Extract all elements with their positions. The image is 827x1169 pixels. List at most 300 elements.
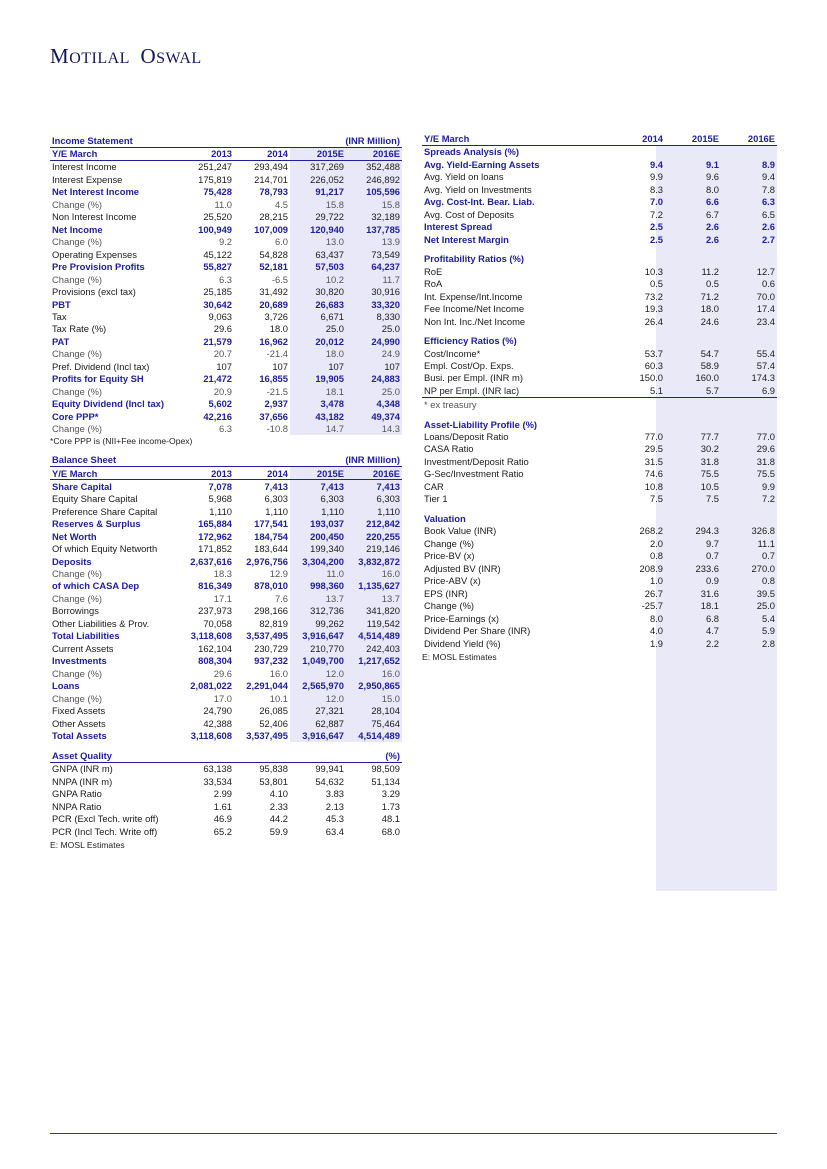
row-label: RoA [424,278,443,290]
table-row [422,372,777,384]
row-value: 251,247 [198,161,232,173]
row-value: 2.6 [761,221,775,233]
row-value: 25.0 [756,600,775,612]
row-label: CAR [424,480,444,492]
row-value: 160.0 [695,372,719,384]
row-value: 4.7 [705,625,719,637]
row-value: 14.3 [346,423,402,435]
section-title-row [422,513,777,525]
row-value: -21.4 [266,348,288,360]
row-value: 6,303 [264,493,288,505]
row-value: 100,949 [198,223,232,235]
row-label: Core PPP* [52,410,99,422]
row-value: 7.6 [274,592,288,604]
table-row [422,347,777,359]
row-value: 120,940 [290,223,346,235]
row-value: -21.5 [266,385,288,397]
table-row [50,813,402,825]
table-row [50,618,402,630]
row-value: 2.13 [325,800,344,812]
row-value: 1.0 [649,575,663,587]
row-value: 30.2 [700,443,719,455]
row-value: 25,185 [203,286,232,298]
section-title: Valuation [424,512,466,524]
row-value: 7.2 [761,493,775,505]
balance-sheet-table [50,452,402,742]
column-header-row [422,133,777,146]
section-footnote: * ex treasury [422,398,777,412]
row-label: RoE [424,265,443,277]
row-label: Interest Expense [52,173,123,185]
row-value: 11.2 [701,265,719,277]
row-label: Share Capital [52,480,112,492]
row-value: 165,884 [198,518,232,530]
row-label: Of which Equity Networth [52,543,158,555]
row-value: 7.0 [649,196,663,208]
row-value: 46.9 [213,813,232,825]
row-value: 4,514,489 [346,730,402,742]
column-header-row [50,467,402,480]
section-title-row [50,133,402,147]
table-row [50,788,402,800]
table-row [50,398,402,410]
row-value: 20,012 [290,336,346,348]
row-value: 2.33 [269,800,288,812]
row-label: G-Sec/Investment Ratio [424,468,524,480]
table-row [50,348,402,360]
row-value: 208.9 [639,562,663,574]
row-value: 51,134 [371,775,400,787]
row-value: 7.5 [649,493,663,505]
row-value: 55.4 [756,347,775,359]
row-label: Borrowings [52,605,99,617]
row-value: 8.0 [649,612,663,624]
row-value: 53,801 [259,775,288,787]
header-year: 2013 [178,467,234,480]
row-value: 312,736 [290,605,346,617]
row-value: 5.4 [761,612,775,624]
row-label: Operating Expenses [52,248,137,260]
row-value: 4,514,489 [346,630,402,642]
row-value: 6.9 [761,384,775,396]
row-label: Current Assets [52,642,114,654]
section-title: Asset Quality [50,748,178,762]
row-value: 98,509 [371,763,400,775]
row-value: 52,406 [259,717,288,729]
row-value: 15.8 [346,198,402,210]
row-label: Avg. Yield-Earning Assets [424,158,540,170]
section-title: Asset-Liability Profile (%) [424,418,538,430]
row-value: 210,770 [290,643,346,655]
row-value: 11.0 [214,198,232,210]
row-value: 12.9 [269,567,288,579]
row-value: 6,303 [346,493,402,505]
row-value: 63,138 [203,763,232,775]
row-value: 5.9 [761,625,775,637]
row-value: 808,304 [198,655,232,667]
table-row [422,637,777,649]
row-value: 9.4 [761,171,775,183]
row-label: Tier 1 [424,493,448,505]
row-value: 816,349 [198,580,232,592]
row-label: Change (%) [52,348,103,360]
row-label: Avg. Cost-Int. Bear. Liab. [424,196,535,208]
row-value: 13.7 [346,593,402,605]
row-value: 11.1 [757,537,775,549]
table-row [50,763,402,776]
row-value: 10.1 [269,692,288,704]
section-title: Efficiency Ratios (%) [424,335,517,347]
row-label: Book Value (INR) [424,525,497,537]
row-value: 242,403 [346,643,402,655]
table-row [50,555,402,567]
table-row [50,423,402,435]
row-value: 6.6 [705,196,719,208]
row-value: 57,503 [290,261,346,273]
row-value: 55,827 [203,261,232,273]
spacer-row [422,246,777,253]
row-value: 137,785 [346,223,402,235]
row-value: 52,181 [259,261,288,273]
row-value: 14.7 [290,423,346,435]
row-value: 16.0 [346,568,402,580]
section-title: Profitability Ratios (%) [424,253,525,265]
table-row [422,481,777,493]
row-value: 24,790 [203,705,232,717]
row-value: 26,085 [259,705,288,717]
row-value: 30,916 [346,286,402,298]
section-unit: (INR Million) [178,452,402,466]
row-value: 7,413 [264,480,288,492]
row-value: 214,701 [254,173,288,185]
table-row [422,360,777,372]
row-value: 3,916,647 [290,730,346,742]
row-value: 42,216 [203,410,232,422]
brand-word-motilal: OTILAL [69,50,130,67]
section-title: Spreads Analysis (%) [424,146,519,158]
row-value: 0.7 [761,550,775,562]
table-row [422,537,777,549]
table-row [422,493,777,505]
row-value: 91,217 [290,186,346,198]
row-value: 2,950,865 [346,680,402,692]
section-title-row [422,335,777,347]
row-value: 32,189 [346,211,402,223]
table-row [50,568,402,580]
row-value: 17.1 [213,592,232,604]
spacer-row [422,411,777,418]
row-value: 15.0 [346,692,402,704]
row-value: 177,541 [254,518,288,530]
row-value: 25.0 [346,385,402,397]
row-value: 15.8 [290,198,346,210]
header-year: 2016E [346,147,402,160]
table-row [50,801,402,813]
row-value: 3,537,495 [246,630,288,642]
row-value: 5.7 [705,384,719,396]
row-value: 107 [216,360,232,372]
row-value: 33,320 [346,298,402,310]
row-value: 0.7 [705,550,719,562]
row-value: 6.3 [218,423,232,435]
row-value: 30,820 [290,286,346,298]
row-label: Avg. Cost of Deposits [424,208,514,220]
table-row [422,278,777,290]
row-value: 1.9 [649,637,663,649]
column-header-row [50,147,402,160]
row-value: 73.2 [644,290,663,302]
section-title-row [422,253,777,265]
row-value: 10.3 [644,265,663,277]
right-estimates-note: E: MOSL Estimates [422,651,497,662]
row-value: 219,146 [346,543,402,555]
row-value: 317,269 [290,161,346,174]
row-label: Price-ABV (x) [424,575,481,587]
row-value: 26.7 [644,587,663,599]
row-value: 31.5 [644,455,663,467]
table-row [422,290,777,302]
row-value: 39.5 [756,587,775,599]
table-row [50,655,402,667]
row-value: 44.2 [269,813,288,825]
row-value: 26.4 [644,315,663,327]
row-value: 6.3 [218,273,232,285]
row-value: 233.6 [695,562,719,574]
table-row [50,298,402,310]
row-label: Other Liabilities & Prov. [52,617,150,629]
row-value: 49,374 [346,410,402,422]
row-value: 27,321 [290,705,346,717]
row-value: 998,360 [290,580,346,592]
table-row [50,161,402,174]
row-label: Empl. Cost/Op. Exps. [424,359,514,371]
table-row [50,518,402,530]
table-row [50,543,402,555]
row-value: 172,962 [198,530,232,542]
row-label: Total Liabilities [52,630,120,642]
table-row [422,612,777,624]
section-title-row [50,748,402,762]
table-row [422,443,777,455]
table-row [50,717,402,729]
row-value: 4.0 [649,625,663,637]
row-value: 12.7 [756,265,775,277]
row-value: 9.7 [705,537,719,549]
row-value: 175,819 [198,173,232,185]
row-value: 31.6 [700,587,719,599]
table-row [422,209,777,221]
header-year: 2015E [665,133,721,146]
section-title: Balance Sheet [50,452,178,466]
table-row [422,525,777,537]
table-row [50,236,402,248]
row-value: 63,437 [290,248,346,260]
row-value: 0.6 [761,278,775,290]
row-value: 4.5 [274,198,288,210]
row-value: 1.73 [381,800,400,812]
table-row [50,336,402,348]
row-value: 77.0 [644,431,663,443]
row-value: 54,632 [315,775,344,787]
row-value: 17.0 [213,692,232,704]
row-value: 7,078 [208,480,232,492]
row-label: Price-BV (x) [424,550,475,562]
row-value: 42,388 [203,717,232,729]
row-label: PAT [52,335,70,347]
row-value: 24,990 [346,336,402,348]
row-label: Other Assets [52,717,106,729]
row-value: 29,722 [290,211,346,223]
row-value: 878,010 [254,580,288,592]
company-logo [50,44,202,69]
row-value: 4.10 [269,788,288,800]
row-value: 82,819 [259,617,288,629]
row-label: Change (%) [52,198,103,210]
row-value: 29.6 [213,667,232,679]
row-value: 2.2 [705,637,719,649]
row-label: Busi. per Empl. (INR m) [424,372,523,384]
income-statement-table [50,133,402,435]
row-value: 75.5 [700,468,719,480]
row-value: 7.2 [649,208,663,220]
row-value: 107 [346,361,402,373]
header-year: 2016E [346,467,402,480]
row-value: 70.0 [756,290,775,302]
row-label: Loans/Deposit Ratio [424,431,509,443]
table-row [422,171,777,183]
row-value: 31.8 [700,455,719,467]
row-value: 9.2 [218,236,232,248]
row-value: 43,182 [290,410,346,422]
row-label: Net Interest Income [52,186,140,198]
row-value: 24,883 [346,373,402,385]
row-label: Fee Income/Net Income [424,303,525,315]
row-value: 199,340 [290,543,346,555]
row-value: 6,671 [290,311,346,323]
row-value: 171,852 [198,543,232,555]
row-value: 2,976,756 [246,555,288,567]
row-value: 10.5 [700,480,719,492]
row-value: 18.0 [700,303,719,315]
row-label: Investments [52,655,107,667]
row-value: 5,602 [208,398,232,410]
table-row [422,265,777,277]
table-row [50,286,402,298]
row-value: 2,081,022 [190,680,232,692]
table-row [422,221,777,233]
row-value: 5.1 [649,384,663,396]
row-value: 0.8 [649,550,663,562]
row-value: 37,656 [259,410,288,422]
row-value: 13.9 [346,236,402,248]
row-value: 1,110 [209,505,232,517]
row-value: 107 [272,360,288,372]
header-year: 2015E [290,147,346,160]
row-value: 150.0 [639,372,663,384]
row-value: 13.7 [290,593,346,605]
row-value: 3.83 [325,788,344,800]
row-value: 246,892 [346,174,402,186]
row-value: 193,037 [290,518,346,530]
table-row [422,184,777,196]
table-row [50,643,402,655]
row-value: 2.7 [761,233,775,245]
row-value: 75,464 [346,717,402,729]
row-value: 16,855 [259,373,288,385]
section-unit: (%) [178,748,402,762]
section-title-row [422,146,777,159]
row-value: 8,330 [346,311,402,323]
row-value: 1,110 [290,505,346,517]
row-value: 95,838 [259,763,288,775]
row-value: 2.6 [705,233,719,245]
table-row [50,580,402,592]
row-value: 6.3 [761,196,775,208]
brand-letter-o: O [140,44,157,68]
row-label: Dividend Yield (%) [424,637,501,649]
row-value: 19,905 [290,373,346,385]
row-value: 10.8 [644,480,663,492]
table-row [422,562,777,574]
row-value: 18.0 [290,348,346,360]
table-row [422,196,777,208]
row-label: Non Interest Income [52,211,137,223]
row-value: 105,596 [346,186,402,198]
row-value: 7.5 [705,493,719,505]
row-label: Avg. Yield on Investments [424,183,532,195]
row-label: EPS (INR) [424,587,468,599]
table-row [50,480,402,493]
right-column [422,133,777,662]
row-label: GNPA (INR m) [52,763,113,775]
row-value: 54.7 [700,347,719,359]
row-value: 25.0 [290,323,346,335]
row-value: 8.9 [761,158,775,170]
table-row [50,680,402,692]
row-label: Preference Share Capital [52,505,158,517]
row-value: 1.61 [213,800,232,812]
row-value: 31.8 [756,455,775,467]
spacer-row [422,328,777,335]
row-value: 62,887 [290,717,346,729]
table-row [50,605,402,617]
table-row [50,505,402,517]
row-value: 294.3 [695,525,719,537]
table-row [50,825,402,837]
row-value: 7.8 [761,183,775,195]
table-row [422,600,777,612]
table-row [50,630,402,642]
row-value: 268.2 [639,525,663,537]
row-label: Change (%) [52,423,103,435]
row-value: 270.0 [751,562,775,574]
table-row [50,730,402,742]
table-row [50,361,402,373]
section-footnote-row [422,398,777,412]
table-row [422,550,777,562]
row-value: 230,729 [254,642,288,654]
row-value: 19.3 [644,303,663,315]
row-value: 212,842 [346,518,402,530]
row-value: 174.3 [751,372,775,384]
ratios-table [422,133,777,650]
row-value: 9.1 [705,158,719,170]
header-year: 2013 [178,147,234,160]
row-value: 352,488 [346,161,402,174]
row-label: Change (%) [52,236,103,248]
row-value: 162,104 [198,642,232,654]
row-value: 9.6 [705,171,719,183]
